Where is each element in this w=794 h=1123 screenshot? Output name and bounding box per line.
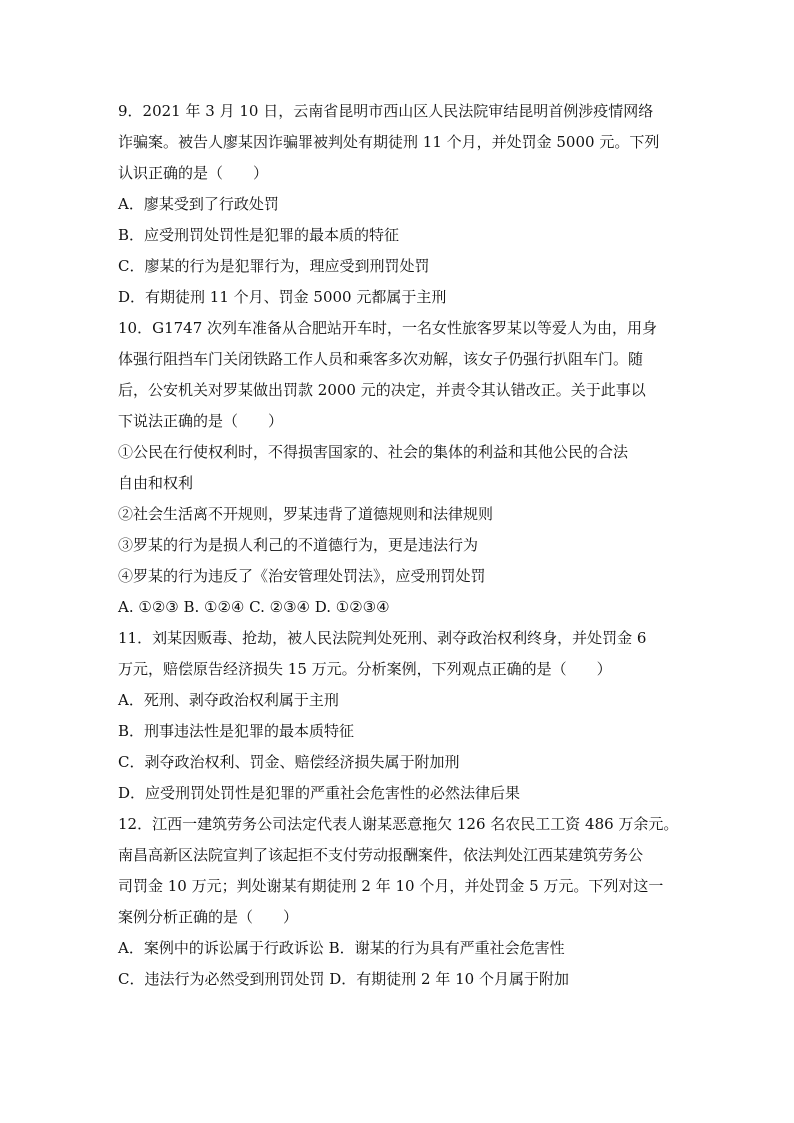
question-11 [118, 623, 678, 809]
statement-4: ④罗某的行为违反了《治安管理处罚法》，应受刑罚处罚 [118, 567, 486, 585]
question-stem-line: 认识正确的是（ ） [118, 164, 269, 182]
question-stem-line: 司罚金 10 万元；判处谢某有期徒刑 2 年 10 个月，并处罚金 5 万元。下列对这一 [118, 877, 664, 895]
option-c: C．廖某的行为是犯罪行为，理应受到刑罚处罚 [118, 257, 430, 275]
question-12 [118, 809, 678, 995]
question-stem-line: 11．刘某因贩毒、抢劫，被人民法院判处死刑、剥夺政治权利终身，并处罚金 6 [118, 629, 647, 647]
option-a: A．死刑、剥夺政治权利属于主刑 [118, 691, 339, 709]
question-stem-line: 9．2021 年 3 月 10 日，云南省昆明市西山区人民法院审结昆明首例涉疫情网络 [118, 102, 654, 120]
option-d: D．应受刑罚处罚性是犯罪的严重社会危害性的必然法律后果 [118, 784, 521, 802]
option-a: A．廖某受到了行政处罚 [118, 195, 279, 213]
question-stem-line: 后，公安机关对罗某做出罚款 2000 元的决定，并责令其认错改正。关于此事以 [118, 381, 646, 399]
statement-2: ②社会生活离不开规则，罗某违背了道德规则和法律规则 [118, 505, 494, 523]
statement-1: ①公民在行使权利时，不得损害国家的、社会的集体的利益和其他公民的合法 [118, 443, 629, 461]
option-c: C．剥夺政治权利、罚金、赔偿经济损失属于附加刑 [118, 753, 460, 771]
statement-3: ③罗某的行为是损人利己的不道德行为，更是违法行为 [118, 536, 479, 554]
question-stem-line: 10．G1747 次列车准备从合肥站开车时，一名女性旅客罗某以等爱人为由，用身 [118, 319, 658, 337]
statement-1-continued: 自由和权利 [118, 474, 194, 492]
option-d: D．有期徒刑 11 个月、罚金 5000 元都属于主刑 [118, 288, 447, 306]
question-stem-line: 案例分析正确的是（ ） [118, 908, 299, 926]
question-stem-line: 南昌高新区法院宣判了该起拒不支付劳动报酬案件，依法判处江西某建筑劳务公 [118, 846, 644, 864]
question-stem-line: 体强行阻挡车门关闭铁路工作人员和乘客多次劝解，该女子仍强行扒阻车门。随 [118, 350, 644, 368]
options-c-d: C．违法行为必然受到刑罚处罚 D．有期徒刑 2 年 10 个月属于附加 [118, 970, 569, 988]
option-b: B．应受刑罚处罚性是犯罪的最本质的特征 [118, 226, 400, 244]
options-a-b: A．案例中的诉讼属于行政诉讼 B．谢某的行为具有严重社会危害性 [118, 939, 565, 957]
question-9 [118, 96, 678, 313]
question-stem-line: 诈骗案。被告人廖某因诈骗罪被判处有期徒刑 11 个月，并处罚金 5000 元。下列 [118, 133, 660, 151]
question-stem-line: 万元，赔偿原告经济损失 15 万元。分析案例，下列观点正确的是（ ） [118, 660, 612, 678]
question-10 [118, 313, 678, 623]
question-stem-line: 12．江西一建筑劳务公司法定代表人谢某恶意拖欠 126 名农民工工资 486 万余元。 [118, 815, 679, 833]
question-stem-line: 下说法正确的是（ ） [118, 412, 284, 430]
answer-choices: A. ①②③ B. ①②④ C. ②③④ D. ①②③④ [118, 598, 390, 616]
option-b: B．刑事违法性是犯罪的最本质特征 [118, 722, 355, 740]
document-page [118, 96, 678, 995]
